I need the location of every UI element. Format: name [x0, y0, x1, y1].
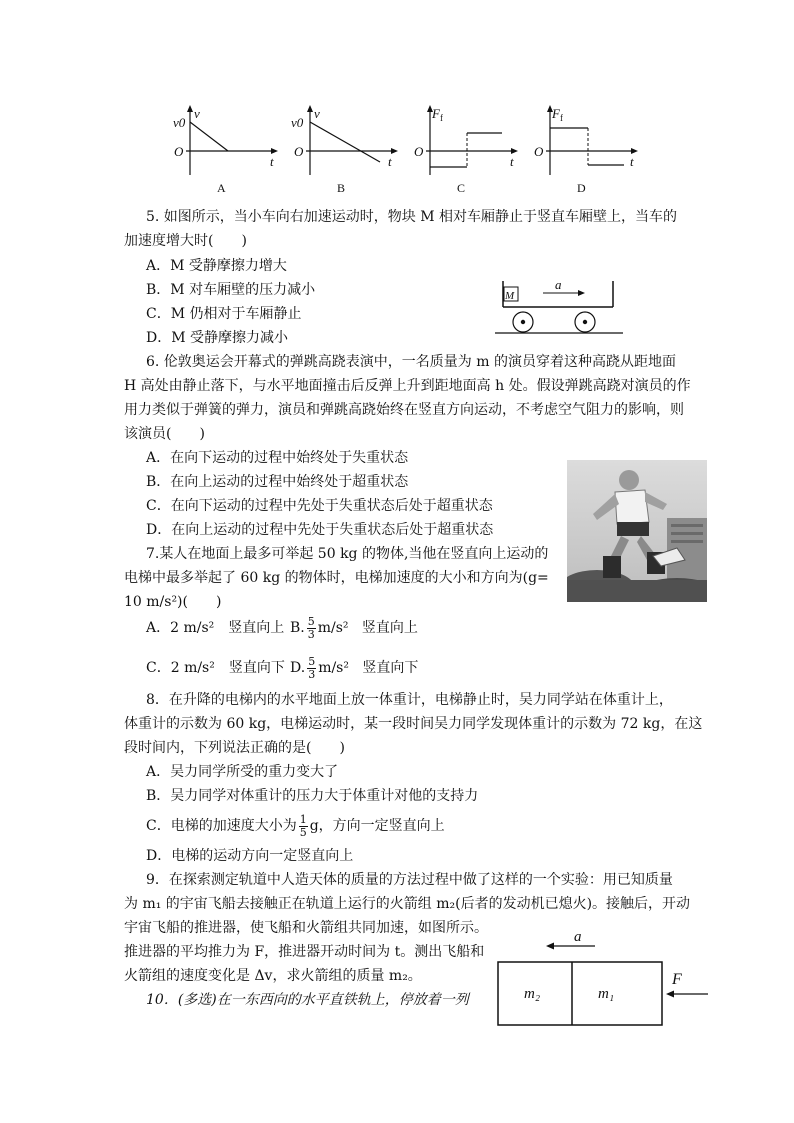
q5-option-d: D．M 受静摩擦力减小 — [146, 330, 289, 346]
q7-option-c: C．2 m/s² 竖直向下 — [146, 660, 285, 676]
q5-option-b: B．M 对车厢壁的压力减小 — [146, 282, 316, 298]
q6-option-d: D．在向上运动的过程中先处于失重状态后处于超重状态 — [146, 522, 494, 538]
q7-stem-line1: 7.某人在地面上最多可举起 50 kg 的物体,当他在竖直向上运动的 — [146, 546, 549, 562]
stilt-jumper-photo — [567, 460, 707, 602]
graph-c-label: C — [457, 181, 466, 195]
q9-stem-line4: 推进器的平均推力为 F，推进器开动时间为 t。测出飞船和 — [124, 944, 485, 960]
graph-d — [534, 105, 638, 195]
q5-option-a: A．M 受静摩擦力增大 — [146, 258, 287, 274]
q9-stem-line2: 为 m₁ 的宇宙飞船去接触正在轨道上运行的火箭组 m₂(后者的发动机已熄火)。接触后，开动 — [124, 896, 691, 912]
q7-option-b: B. $\frac{5}{3}$ m/s² 竖直向上 — [290, 614, 418, 641]
q7-stem-line2: 电梯中最多举起了 60 kg 的物体时，电梯加速度的大小和方向为(g= — [124, 570, 549, 586]
q8-option-b: B．吴力同学对体重计的压力大于体重计对他的支持力 — [146, 788, 479, 804]
mass-m2-label: m₂ — [524, 986, 541, 1002]
graph-d-label: D — [577, 181, 586, 195]
q8-option-c: C．电梯的加速度大小为 $\frac{1}{5}$ g，方向一定竖直向上 — [146, 812, 445, 839]
q9-stem-line1: 9．在探索测定轨道中人造天体的质量的方法过程中做了这样的一个实验：用已知质量 — [146, 872, 673, 888]
svg-text:a: a — [555, 277, 562, 292]
svg-text:M: M — [505, 290, 515, 302]
svg-text:F: F — [432, 106, 440, 121]
q8-option-c-fraction: $\frac{1}{5}$ — [299, 812, 307, 839]
svg-text:O: O — [294, 144, 304, 159]
q8-stem-line1: 8．在升降的电梯内的水平地面上放一体重计，电梯静止时，吴力同学站在体重计上， — [146, 692, 673, 708]
svg-text:v: v — [314, 106, 320, 121]
svg-text:O: O — [534, 144, 544, 159]
q8-stem-line3: 段时间内，下列说法正确的是( ) — [124, 740, 345, 756]
q7-stem-line3: 10 m/s²)( ) — [124, 594, 222, 610]
q6-stem-line3: 用力类似于弹簧的弹力，演员和弹跳高跷始终在竖直方向运动，不考虑空气阻力的影响，则 — [124, 402, 684, 418]
q7-option-d-fraction: $\frac{5}{3}$ — [308, 654, 316, 681]
svg-text:O: O — [414, 144, 424, 159]
cart-figure — [495, 275, 625, 340]
svg-text:t: t — [630, 154, 634, 169]
mass-m1-label: m₁ — [598, 986, 615, 1002]
svg-text:v0: v0 — [173, 115, 186, 130]
q5-stem-line2: 加速度增大时( ) — [124, 233, 247, 249]
combined-body — [498, 962, 662, 1025]
svg-text:t: t — [270, 154, 274, 169]
q7-option-b-fraction: $\frac{5}{3}$ — [307, 614, 315, 641]
q8-option-d: D．电梯的运动方向一定竖直向上 — [146, 848, 354, 864]
svg-text:a: a — [574, 929, 582, 945]
q6-option-b: B．在向上运动的过程中始终处于超重状态 — [146, 474, 409, 490]
svg-text:v: v — [194, 106, 200, 121]
q9-stem-line3: 宇宙飞船的推进器，使飞船和火箭组共同加速，如图所示。 — [124, 920, 488, 936]
graph-b — [291, 105, 398, 195]
graph-a-label: A — [217, 181, 226, 195]
svg-text:t: t — [510, 154, 514, 169]
force-f-label: F — [672, 971, 682, 988]
q6-stem-line1: 6. 伦敦奥运会开幕式的弹跳高跷表演中，一名质量为 m 的演员穿着这种高跷从距地面 — [146, 354, 676, 370]
svg-text:f: f — [440, 113, 443, 123]
svg-text:v0: v0 — [291, 115, 304, 130]
graph-a — [173, 105, 278, 195]
svg-text:F: F — [552, 106, 560, 121]
q6-stem-line4: 该演员( ) — [124, 426, 205, 442]
q6-stem-line2: H 高处由静止落下，与水平地面撞击后反弹上升到距地面高 h 处。假设弹跳高跷对演员的作 — [124, 378, 691, 394]
graph-b-label: B — [337, 181, 346, 195]
q5-option-c: C．M 仍相对于车厢静止 — [146, 306, 302, 322]
q6-option-a: A．在向下运动的过程中始终处于失重状态 — [146, 450, 409, 466]
q10-stem-line1: 10．(多选)在一东西向的水平直铁轨上，停放着一列 — [146, 992, 469, 1008]
q7-option-d: D. $\frac{5}{3}$ m/s² 竖直向下 — [290, 654, 419, 681]
q7-option-a: A．2 m/s² 竖直向上 — [146, 620, 285, 636]
q8-stem-line2: 体重计的示数为 60 kg，电梯运动时，某一段时间吴力同学发现体重计的示数为 72 kg，在这 — [124, 716, 703, 732]
q8-option-a: A．吴力同学所受的重力变大了 — [146, 764, 339, 780]
graph-panel — [160, 100, 660, 200]
spacecraft-figure — [480, 924, 720, 1044]
q5-stem-line1: 5. 如图所示，当小车向右加速运动时，物块 M 相对车厢静止于竖直车厢壁上，当车的 — [146, 209, 678, 225]
svg-text:t: t — [388, 154, 392, 169]
graph-c — [414, 105, 518, 195]
q6-option-c: C．在向下运动的过程中先处于失重状态后处于超重状态 — [146, 498, 493, 514]
svg-text:O: O — [174, 144, 184, 159]
q9-stem-line5: 火箭组的速度变化是 Δv，求火箭组的质量 m₂。 — [124, 968, 422, 984]
svg-text:f: f — [560, 113, 563, 123]
